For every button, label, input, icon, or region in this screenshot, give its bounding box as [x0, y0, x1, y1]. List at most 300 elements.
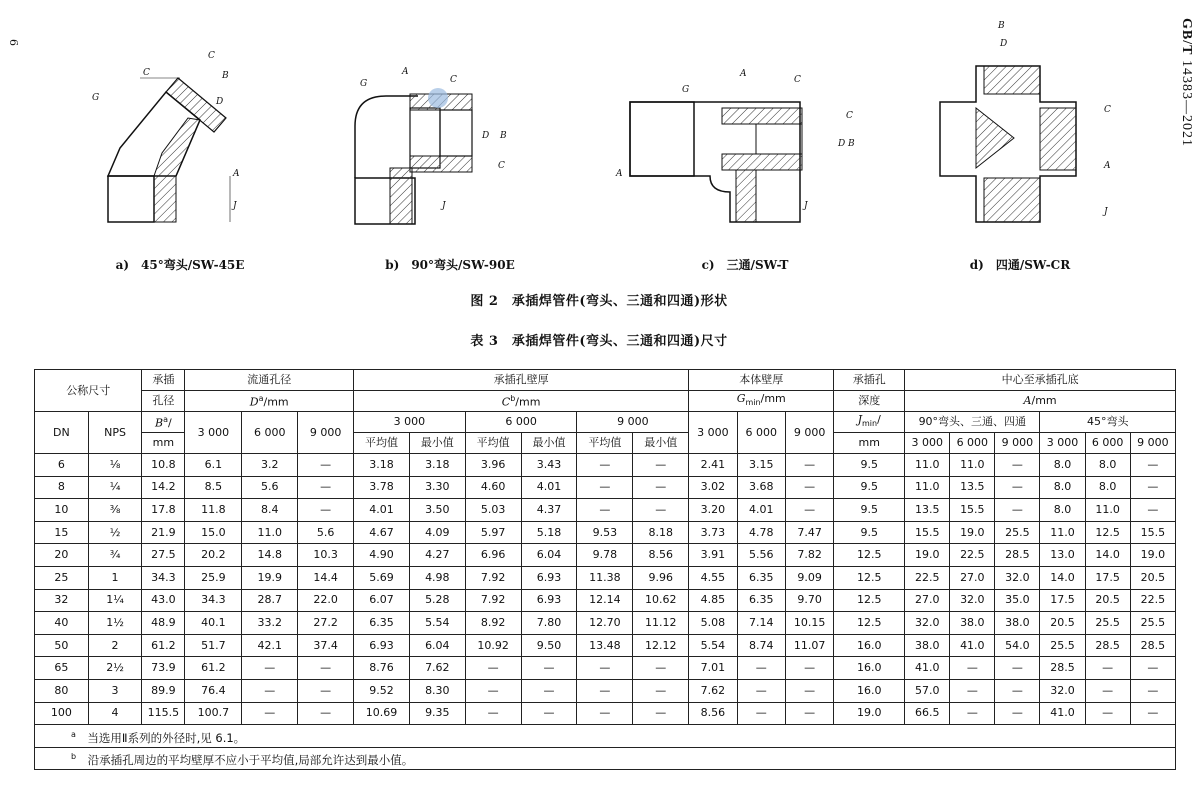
table-row	[35, 612, 1176, 635]
table-cell: 16.0	[834, 679, 905, 702]
table-cell: 8.56	[633, 544, 689, 567]
table-cell: 10	[35, 499, 89, 522]
header-group-90: 90°弯头、三通、四通	[905, 412, 1040, 433]
table-cell: 11.0	[1085, 499, 1130, 522]
table-cell: 38.0	[995, 612, 1040, 635]
table-cell: —	[465, 679, 521, 702]
table-cell: 13.48	[577, 634, 633, 657]
table-cell: 4	[88, 702, 142, 725]
table-cell: 15.5	[1130, 521, 1175, 544]
table-cell: —	[785, 476, 833, 499]
table-cell: 11.0	[1040, 521, 1085, 544]
table-cell: 9.09	[785, 566, 833, 589]
label-c: C	[1104, 105, 1111, 115]
table-row	[35, 454, 1176, 477]
table-cell: 6.04	[409, 634, 465, 657]
table-cell: 28.5	[995, 544, 1040, 567]
figure-c-caption: c) 三通/SW-T	[701, 258, 789, 272]
table-cell: 28.7	[242, 589, 298, 612]
table-cell: —	[785, 657, 833, 680]
table-cell: 51.7	[185, 634, 242, 657]
table-cell: 7.92	[465, 566, 521, 589]
table-cell: 3.96	[465, 454, 521, 477]
table-cell: 22.5	[1130, 589, 1175, 612]
table-cell: 1	[88, 566, 142, 589]
label-a: A	[1104, 161, 1111, 171]
table-cell: 6.35	[354, 612, 410, 635]
table-cell: 65	[35, 657, 89, 680]
table-cell: —	[737, 679, 785, 702]
header-socket-wall-sym: $C^b/mm$	[354, 391, 689, 412]
table-cell: —	[298, 499, 354, 522]
table-cell: —	[298, 476, 354, 499]
table-cell: 20.5	[1130, 566, 1175, 589]
table-cell: 9.5	[834, 521, 905, 544]
table-cell: 8.30	[409, 679, 465, 702]
table-row	[35, 521, 1176, 544]
table-cell: 6.93	[521, 589, 577, 612]
table-cell: 5.54	[409, 612, 465, 635]
header-45-3000: 3 000	[1040, 433, 1085, 454]
header-min: 最小值	[521, 433, 577, 454]
elbow-45-drawing	[80, 8, 280, 248]
table-cell: 5.54	[689, 634, 737, 657]
table-cell: 28.5	[1085, 634, 1130, 657]
table-cell: —	[465, 702, 521, 725]
table-cell: 11.0	[242, 521, 298, 544]
table-cell: 3.2	[242, 454, 298, 477]
header-depth-l1: 承插孔	[834, 370, 905, 391]
table-row	[35, 476, 1176, 499]
table-cell: —	[1130, 476, 1175, 499]
table-cell: 4.09	[409, 521, 465, 544]
header-center-l1: 中心至承插孔底	[905, 370, 1176, 391]
table-cell: 16.0	[834, 657, 905, 680]
table-cell: 43.0	[142, 589, 185, 612]
label-c2: C	[498, 161, 505, 171]
table-cell: 20	[35, 544, 89, 567]
table-cell: 14.0	[1085, 544, 1130, 567]
table-cell: 5.28	[409, 589, 465, 612]
table-cell: 10.8	[142, 454, 185, 477]
table-cell: 10.69	[354, 702, 410, 725]
table-cell: 5.56	[737, 544, 785, 567]
table-cell: ¼	[88, 476, 142, 499]
table-cell: 8.92	[465, 612, 521, 635]
table-cell: 10.62	[633, 589, 689, 612]
header-body-wall-sym: $G_{min}/mm$	[689, 391, 834, 412]
table-cell: 61.2	[142, 634, 185, 657]
label-b: B	[998, 21, 1005, 31]
table-cell: 27.0	[950, 566, 995, 589]
header-flow-3000: 3 000	[185, 412, 242, 454]
header-nominal-size: 公称尺寸	[35, 370, 142, 412]
table-cell: 42.1	[242, 634, 298, 657]
table-cell: 9.70	[785, 589, 833, 612]
table-cell: 66.5	[905, 702, 950, 725]
table-cell: 13.5	[905, 499, 950, 522]
table-cell: —	[465, 657, 521, 680]
table-cell: 9.5	[834, 454, 905, 477]
table-cell: 27.5	[142, 544, 185, 567]
table-cell: 9.52	[354, 679, 410, 702]
table-cell: 17.5	[1085, 566, 1130, 589]
table-cell: 41.0	[1040, 702, 1085, 725]
table-cell: —	[950, 702, 995, 725]
table-cell: 12.70	[577, 612, 633, 635]
table-cell: 5.18	[521, 521, 577, 544]
table-cell: —	[633, 454, 689, 477]
figure-title: 图 2 承插焊管件(弯头、三通和四通)形状	[470, 294, 728, 309]
tee-drawing	[610, 8, 880, 248]
table-cell: —	[1130, 702, 1175, 725]
table-cell: 5.69	[354, 566, 410, 589]
label-d: D	[482, 131, 490, 141]
table-body	[35, 454, 1176, 725]
table-cell: 8.76	[354, 657, 410, 680]
table-cell: 61.2	[185, 657, 242, 680]
table-cell: 7.80	[521, 612, 577, 635]
table-cell: 22.0	[298, 589, 354, 612]
label-a: A	[740, 69, 747, 79]
table-cell: 20.5	[1085, 589, 1130, 612]
table-cell: 11.07	[785, 634, 833, 657]
table-cell: 115.5	[142, 702, 185, 725]
label-c: C	[794, 75, 801, 85]
table-cell: 9.96	[633, 566, 689, 589]
table-cell: —	[242, 679, 298, 702]
table-cell: 8.0	[1085, 476, 1130, 499]
table-cell: 22.5	[905, 566, 950, 589]
table-cell: 6.1	[185, 454, 242, 477]
table-cell: 1¼	[88, 589, 142, 612]
table-cell: 4.78	[737, 521, 785, 544]
table-cell: 6	[35, 454, 89, 477]
table-cell: 3.18	[409, 454, 465, 477]
table-cell: 37.4	[298, 634, 354, 657]
table-cell: 7.92	[465, 589, 521, 612]
table-cell: —	[298, 657, 354, 680]
table-cell: 12.5	[834, 544, 905, 567]
table-cell: 3.78	[354, 476, 410, 499]
table-cell: —	[577, 476, 633, 499]
header-wall-6000: 6 000	[465, 412, 577, 433]
table-cell: 6.35	[737, 566, 785, 589]
table-row	[35, 657, 1176, 680]
table-cell: 4.67	[354, 521, 410, 544]
label-c2: C	[846, 111, 853, 121]
table-cell: 12.5	[834, 566, 905, 589]
table-cell: —	[995, 679, 1040, 702]
table-cell: 54.0	[995, 634, 1040, 657]
table-cell: —	[1085, 657, 1130, 680]
table-cell: 9.50	[521, 634, 577, 657]
table-row	[35, 589, 1176, 612]
table-cell: 12.5	[834, 612, 905, 635]
table-cell: —	[737, 702, 785, 725]
table-cell: 32.0	[995, 566, 1040, 589]
header-wall-3000: 3 000	[354, 412, 466, 433]
label-c: C	[143, 68, 150, 78]
table-cell: —	[577, 657, 633, 680]
figure-b-caption: b) 90°弯头/SW-90E	[385, 258, 515, 272]
table-cell: 27.0	[905, 589, 950, 612]
table-cell: —	[633, 657, 689, 680]
table-cell: 5.08	[689, 612, 737, 635]
dimension-table	[34, 369, 1176, 770]
table-cell: 12.5	[1085, 521, 1130, 544]
table-cell: 7.62	[409, 657, 465, 680]
header-socket-bore-mm: mm	[142, 433, 185, 454]
table-cell: 34.3	[142, 566, 185, 589]
header-avg: 平均值	[354, 433, 410, 454]
table-cell: 4.37	[521, 499, 577, 522]
table-cell: 4.98	[409, 566, 465, 589]
table-cell: 5.6	[242, 476, 298, 499]
table-cell: 16.0	[834, 634, 905, 657]
table-cell: —	[521, 679, 577, 702]
figure-c-tee	[610, 8, 880, 278]
label-g: G	[682, 85, 690, 95]
table-cell: 7.47	[785, 521, 833, 544]
standard-number: 14383—2021	[1179, 59, 1194, 147]
table-cell: 7.82	[785, 544, 833, 567]
table-cell: —	[577, 454, 633, 477]
table-cell: 6.93	[354, 634, 410, 657]
table-cell: 12.14	[577, 589, 633, 612]
table-cell: —	[633, 499, 689, 522]
table-cell: —	[995, 454, 1040, 477]
header-45-6000: 6 000	[1085, 433, 1130, 454]
table-cell: —	[785, 702, 833, 725]
table-cell: 3.18	[354, 454, 410, 477]
table-cell: —	[785, 454, 833, 477]
table-row	[35, 634, 1176, 657]
table-cell: 4.60	[465, 476, 521, 499]
table-cell: 25.5	[1085, 612, 1130, 635]
cross-drawing	[920, 8, 1120, 248]
table-cell: 100.7	[185, 702, 242, 725]
note-a: $^a$ 当选用Ⅱ系列的外径时,见 6.1。	[35, 725, 1176, 748]
header-body-3000: 3 000	[689, 412, 737, 454]
table-row	[35, 544, 1176, 567]
table-cell: —	[1130, 657, 1175, 680]
label-b: B	[848, 139, 855, 149]
table-cell: —	[1130, 679, 1175, 702]
table-cell: 38.0	[905, 634, 950, 657]
table-cell: 35.0	[995, 589, 1040, 612]
table-cell: 11.0	[950, 454, 995, 477]
elbow-90-drawing	[350, 8, 550, 248]
table-cell: 7.14	[737, 612, 785, 635]
header-min: 最小值	[409, 433, 465, 454]
table-cell: 11.38	[577, 566, 633, 589]
label-b: B	[222, 71, 229, 81]
table-cell: 4.01	[354, 499, 410, 522]
table-cell: —	[242, 702, 298, 725]
table-cell: 8.56	[689, 702, 737, 725]
label-d: D	[1000, 39, 1008, 49]
table-cell: 21.9	[142, 521, 185, 544]
table-cell: 2.41	[689, 454, 737, 477]
table-cell: ¾	[88, 544, 142, 567]
table-cell: 15.0	[185, 521, 242, 544]
table-cell: 33.2	[242, 612, 298, 635]
table-cell: 3.91	[689, 544, 737, 567]
header-90-6000: 6 000	[950, 433, 995, 454]
standard-prefix: GB/T	[1179, 18, 1194, 56]
table-cell: 14.8	[242, 544, 298, 567]
table-cell: 4.90	[354, 544, 410, 567]
header-45-9000: 9 000	[1130, 433, 1175, 454]
table-cell: 20.5	[1040, 612, 1085, 635]
table-cell: 73.9	[142, 657, 185, 680]
table-row	[35, 702, 1176, 725]
table-cell: 38.0	[950, 612, 995, 635]
table-cell: 8.0	[1040, 476, 1085, 499]
figure-a-caption: a) 45°弯头/SW-45E	[115, 258, 245, 272]
table-cell: 20.2	[185, 544, 242, 567]
table-cell: 17.8	[142, 499, 185, 522]
table-cell: 5.6	[298, 521, 354, 544]
note-b: $^b$ 沿承插孔周边的平均壁厚不应小于平均值,局部允许达到最小值。	[35, 747, 1176, 770]
table-cell: 89.9	[142, 679, 185, 702]
table-cell: —	[1085, 702, 1130, 725]
table-cell: —	[950, 679, 995, 702]
label-a: A	[402, 67, 409, 77]
table-notes	[35, 725, 1176, 770]
table-cell: 13.0	[1040, 544, 1085, 567]
table-cell: —	[577, 702, 633, 725]
table-cell: —	[995, 702, 1040, 725]
label-j: J	[233, 201, 237, 211]
table-cell: 32.0	[905, 612, 950, 635]
page-number: 6	[7, 39, 20, 46]
table-cell: 10.92	[465, 634, 521, 657]
table-cell: 40	[35, 612, 89, 635]
table-cell: —	[1130, 454, 1175, 477]
table-cell: 6.35	[737, 589, 785, 612]
header-avg: 平均值	[577, 433, 633, 454]
table-cell: —	[521, 702, 577, 725]
table-cell: —	[785, 499, 833, 522]
label-a: A	[233, 169, 240, 179]
table-cell: 8.0	[1040, 499, 1085, 522]
label-c2: C	[208, 51, 215, 61]
table-cell: 4.01	[521, 476, 577, 499]
table-cell: 5.97	[465, 521, 521, 544]
table-cell: —	[995, 657, 1040, 680]
table-cell: —	[298, 702, 354, 725]
table-cell: —	[1085, 679, 1130, 702]
header-socket-bore-sym: $B^a/$	[142, 412, 185, 433]
header-avg: 平均值	[465, 433, 521, 454]
table-cell: 19.0	[1130, 544, 1175, 567]
table-cell: —	[737, 657, 785, 680]
table-cell: —	[785, 679, 833, 702]
table-cell: 25.5	[1130, 612, 1175, 635]
header-depth-mm: mm	[834, 433, 905, 454]
table-cell: —	[633, 476, 689, 499]
table-cell: 11.0	[905, 476, 950, 499]
table-cell: 11.12	[633, 612, 689, 635]
table-cell: 8.18	[633, 521, 689, 544]
table-cell: —	[242, 657, 298, 680]
table-cell: ½	[88, 521, 142, 544]
table-cell: 25.9	[185, 566, 242, 589]
label-g: G	[360, 79, 368, 89]
table-cell: 34.3	[185, 589, 242, 612]
table-cell: 7.01	[689, 657, 737, 680]
table-cell: 1½	[88, 612, 142, 635]
header-group-45: 45°弯头	[1040, 412, 1176, 433]
figure-d-caption: d) 四通/SW-CR	[969, 258, 1071, 272]
label-j: J	[1104, 207, 1108, 217]
table-cell: 19.0	[950, 521, 995, 544]
table-cell: 4.01	[737, 499, 785, 522]
table-cell: —	[995, 476, 1040, 499]
label-d: D	[216, 97, 224, 107]
table-cell: 2½	[88, 657, 142, 680]
label-d: D	[838, 139, 846, 149]
table-cell: 76.4	[185, 679, 242, 702]
table-cell: 3.50	[409, 499, 465, 522]
table-cell: 32	[35, 589, 89, 612]
table-cell: 3.02	[689, 476, 737, 499]
table-row	[35, 499, 1176, 522]
table-cell: 3.20	[689, 499, 737, 522]
table-cell: ⅜	[88, 499, 142, 522]
table-cell: 100	[35, 702, 89, 725]
table-row	[35, 566, 1176, 589]
table-cell: 13.5	[950, 476, 995, 499]
table-cell: 12.5	[834, 589, 905, 612]
table-cell: 28.5	[1040, 657, 1085, 680]
table-cell: 3.73	[689, 521, 737, 544]
table-cell: 11.8	[185, 499, 242, 522]
figure-d-cross	[920, 8, 1120, 278]
table-cell: 32.0	[1040, 679, 1085, 702]
table-cell: —	[950, 657, 995, 680]
figure-a-45-elbow	[80, 8, 280, 278]
table-cell: 9.5	[834, 499, 905, 522]
table-cell: —	[1130, 499, 1175, 522]
header-flow-6000: 6 000	[242, 412, 298, 454]
table-cell: 14.4	[298, 566, 354, 589]
header-depth-l2: 深度	[834, 391, 905, 412]
table-cell: —	[995, 499, 1040, 522]
table-cell: 9.35	[409, 702, 465, 725]
header-center-sym: A/mm	[905, 391, 1176, 412]
header-90-9000: 9 000	[995, 433, 1040, 454]
table-cell: 19.0	[834, 702, 905, 725]
table-cell: 10.3	[298, 544, 354, 567]
label-g: G	[92, 93, 100, 103]
header-nps: NPS	[88, 412, 142, 454]
table-cell: 25	[35, 566, 89, 589]
table-cell: —	[298, 454, 354, 477]
header-flow-bore-l1: 流通孔径	[185, 370, 354, 391]
header-depth-sym: $J_{min}/$	[834, 412, 905, 433]
table-cell: 19.0	[905, 544, 950, 567]
table-cell: 8.5	[185, 476, 242, 499]
header-socket-bore-l1: 承插	[142, 370, 185, 391]
table-cell: 15.5	[950, 499, 995, 522]
table-cell: 15.5	[905, 521, 950, 544]
header-min: 最小值	[633, 433, 689, 454]
table-row	[35, 679, 1176, 702]
header-body-6000: 6 000	[737, 412, 785, 454]
